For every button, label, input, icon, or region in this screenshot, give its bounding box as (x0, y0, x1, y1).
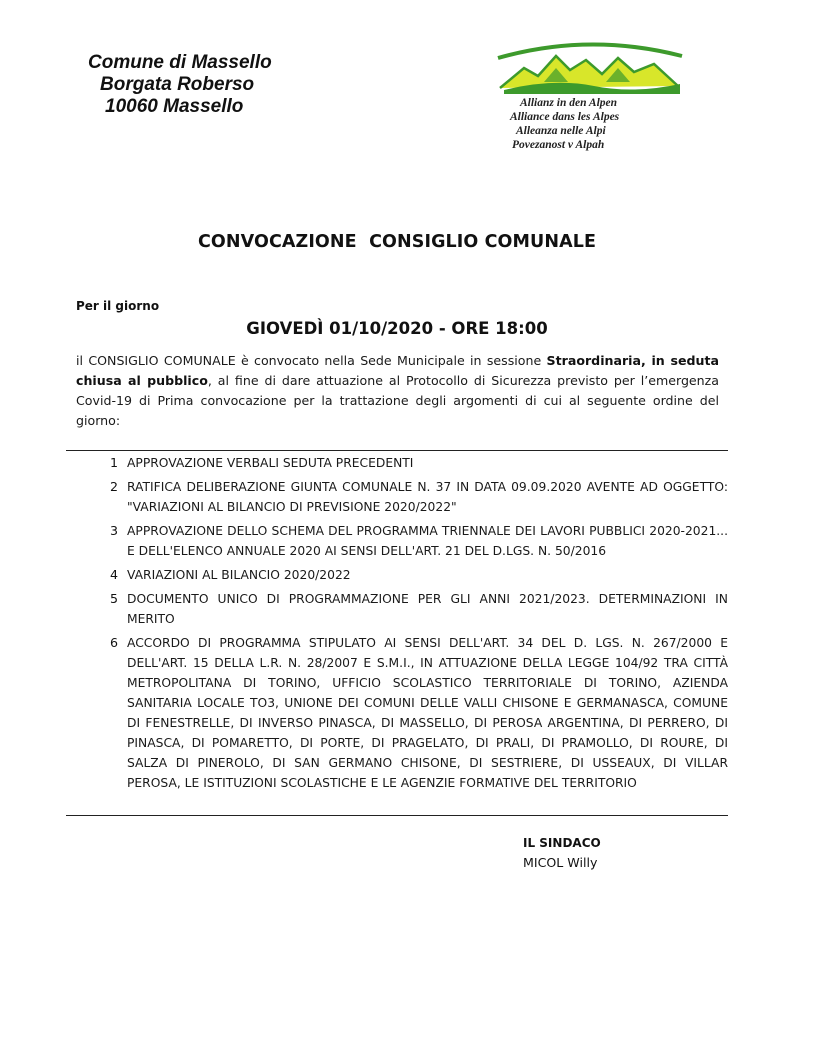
agenda-item (66, 521, 728, 561)
alpine-mountains-logo-icon (494, 38, 684, 98)
agenda-item-text: APPROVAZIONE DELLO SCHEMA DEL PROGRAMMA TRIENNALE DEI LAVORI PUBBLICI 2020-2021... E DELL'ELENCO ANNUALE 2020 AI SENSI DELL'ART. 21 DEL D.LGS. N. 50/2016 (127, 524, 728, 558)
agenda-item (66, 589, 728, 629)
agenda-top-rule (66, 450, 728, 451)
agenda-bottom-rule (66, 815, 728, 816)
signature-name: MICOL Willy (523, 855, 598, 870)
agenda-list (66, 453, 728, 797)
per-il-giorno-label: Per il giorno (76, 299, 160, 313)
agenda-item-number: 1 (110, 455, 119, 470)
agenda-item-number: 3 (110, 523, 119, 538)
signature-role: IL SINDACO (523, 836, 601, 850)
meeting-date: GIOVEDÌ 01/10/2020 - ORE 18:00 (246, 319, 548, 338)
municipality-address (88, 52, 288, 118)
alliance-names (500, 96, 680, 152)
agenda-item-text: RATIFICA DELIBERAZIONE GIUNTA COMUNALE N. 37 IN DATA 09.09.2020 AVENTE AD OGGETTO: "VARIAZIONI AL BILANCIO DI PREVISIONE 2020/2022" (127, 480, 728, 514)
municipality-street: Borgata Roberso (100, 74, 255, 95)
agenda-item-text: ACCORDO DI PROGRAMMA STIPULATO AI SENSI DELL'ART. 34 DEL D. LGS. N. 267/2000 E DELL'ART. 15 DELLA L.R. N. 28/2007 E S.M.I., IN ATTUAZIONE DELLA LEGGE 104/92 TRA CITTÀ METROPOLITANA DI TORINO, UFFICIO SCOLASTICO TERRITORIALE DI TORINO, AZIENDA SANITARIA LOCALE TO3, UNIONE DEI COMUNI DELLE VALLI CHISONE E GERMANASCA, COMUNE DI FENESTRELLE, DI INVERSO PINASCA, DI MASSELLO, DI PEROSA ARGENTINA, DI PERRERO, DI PINASCA, DI POMARETTO, DI PORTE, DI PRAGELATO, DI PRALI, DI PRAMOLLO, DI ROURE, DI SALZA DI PINEROLO, DI SAN GERMANO CHISONE, DI SESTRIERE, DI USSEAUX, DI VILLAR PEROSA, LE ISTITUZIONI SCOLASTICHE E LE AGENZIE FORMATIVE DEL TERRITORIO (127, 636, 728, 790)
agenda-item-number: 2 (110, 479, 119, 494)
intro-paragraph (76, 351, 719, 431)
alliance-sl: Povezanost v Alpah (512, 139, 605, 151)
municipality-postcode: 10060 Massello (105, 96, 244, 117)
intro-text-1: il CONSIGLIO COMUNALE è convocato nella Sede Municipale in sessione (76, 353, 547, 368)
alliance-it: Alleanza nelle Alpi (516, 125, 606, 137)
municipality-name: Comune di Massello (88, 52, 272, 73)
alliance-fr: Alliance dans les Alpes (510, 111, 620, 123)
agenda-item (66, 477, 728, 517)
agenda-item (66, 453, 728, 473)
agenda-item-number: 5 (110, 591, 119, 606)
agenda-item-text: VARIAZIONI AL BILANCIO 2020/2022 (127, 568, 351, 582)
agenda-item-text: DOCUMENTO UNICO DI PROGRAMMAZIONE PER GLI ANNI 2021/2023. DETERMINAZIONI IN MERITO (127, 592, 728, 626)
agenda-item-text: APPROVAZIONE VERBALI SEDUTA PRECEDENTI (127, 456, 414, 470)
agenda-item-number: 4 (110, 567, 119, 582)
agenda-item-number: 6 (110, 635, 119, 650)
intro-bold: Straordinaria, in seduta chiusa al pubblico (76, 353, 720, 388)
alliance-de: Allianz in den Alpen (520, 97, 618, 109)
agenda-item (66, 565, 728, 585)
document-title: CONVOCAZIONE CONSIGLIO COMUNALE (197, 232, 597, 252)
agenda-item (66, 633, 728, 793)
intro-text-2: , al fine di dare attuazione al Protocollo di Sicurezza previsto per l’emergenza Covid-19 di Prima convocazione per la trattazione degli argomenti di cui al seguente ordine del giorno: (76, 373, 719, 428)
